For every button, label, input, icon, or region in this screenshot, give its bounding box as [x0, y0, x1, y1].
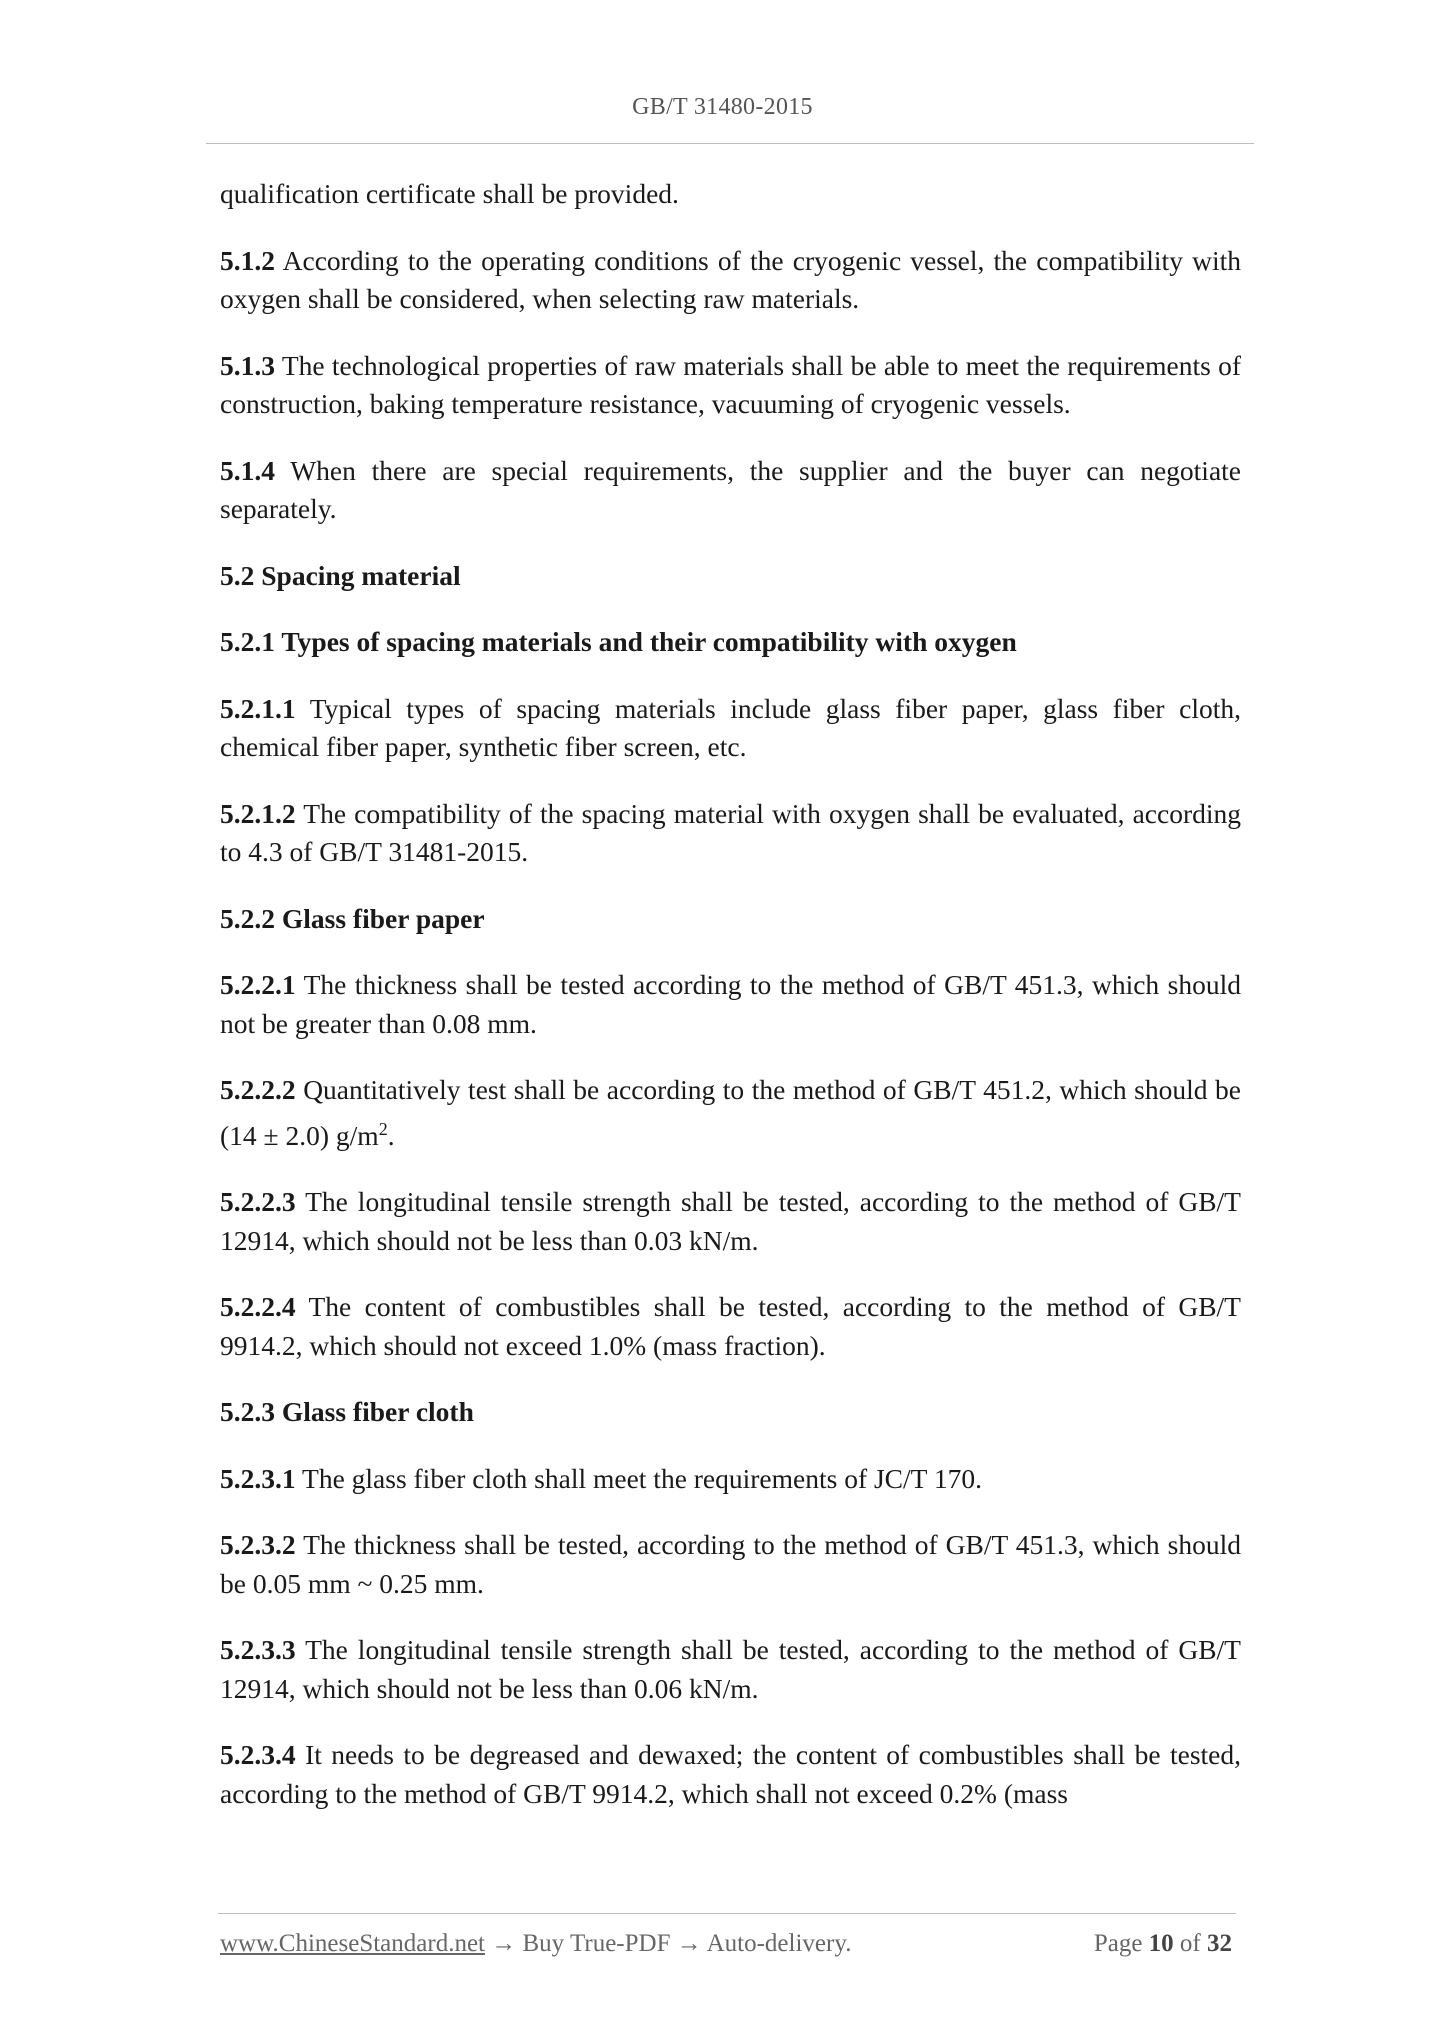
website-link[interactable]: www.ChineseStandard.net — [220, 1930, 485, 1957]
clause-text: The thickness shall be tested according to the method of GB/T 451.3, which should not be greater than 0.08 mm. — [220, 969, 1241, 1039]
clause-paragraph — [220, 690, 1241, 767]
clause-number: 5.2.3.2 — [220, 1529, 296, 1561]
section-heading: 5.2.1 Types of spacing materials and their compatibility with oxygen — [220, 626, 1017, 657]
footer-divider — [218, 1913, 1236, 1914]
clause-text-tail: . — [387, 1119, 395, 1151]
clause-number: 5.1.4 — [220, 454, 275, 486]
clause-text: According to the operating conditions of the cryogenic vessel, the compatibility with oxygen shall be considered, when selecting raw materials. — [220, 244, 1241, 314]
clause-paragraph — [220, 966, 1241, 1043]
clause-text: Quantitatively test shall be according to the method of GB/T 451.2, which should be (14 ± 2.0) g/m — [220, 1074, 1241, 1151]
clause-text: The thickness shall be tested, according to the method of GB/T 451.3, which should be 0.05 mm ~ 0.25 mm. — [220, 1529, 1241, 1599]
arrow-right-icon: → — [491, 1930, 517, 1957]
clause-paragraph — [220, 1631, 1241, 1708]
buy-true-pdf-text: Buy True-PDF — [522, 1930, 671, 1957]
superscript: 2 — [378, 1118, 388, 1139]
section-heading: 5.2.3 Glass fiber cloth — [220, 1396, 474, 1428]
clause-number: 5.2.3.3 — [220, 1634, 296, 1666]
section-heading: 5.2 Spacing material — [220, 559, 461, 591]
clause-number: 5.2.1.2 — [220, 797, 296, 829]
arrow-right-icon: → — [676, 1930, 702, 1957]
clause-text: The longitudinal tensile strength shall be tested, according to the method of GB/T 12914, which should not be less than 0.06 kN/m. — [220, 1634, 1241, 1704]
clause-paragraph — [220, 347, 1241, 424]
clause-paragraph — [220, 242, 1241, 319]
clause-number: 5.2.3.1 — [220, 1462, 296, 1494]
clause-number: 5.2.2.3 — [220, 1186, 296, 1218]
header-divider — [206, 143, 1254, 144]
clause-paragraph — [220, 1460, 1241, 1499]
page-label: Page — [1093, 1930, 1143, 1957]
clause-number: 5.1.3 — [220, 349, 275, 381]
clause-text: It needs to be degreased and dewaxed; the content of combustibles shall be tested, according to the method of GB/T 9914.2, which shall not exceed 0.2% (mass — [220, 1739, 1241, 1809]
clause-paragraph — [220, 1736, 1241, 1813]
document-body — [220, 175, 1241, 1841]
clause-number: 5.1.2 — [220, 244, 275, 276]
clause-paragraph — [220, 175, 1241, 214]
clause-paragraph — [220, 1183, 1241, 1260]
clause-text: Typical types of spacing materials include glass fiber paper, glass fiber cloth, chemical fiber paper, synthetic fiber screen, etc. — [220, 692, 1241, 762]
total-pages: 32 — [1207, 1930, 1232, 1957]
clause-number: 5.2.1.1 — [220, 692, 296, 724]
clause-number: 5.2.2.1 — [220, 969, 296, 1000]
clause-text: The glass fiber cloth shall meet the requirements of JC/T 170. — [302, 1462, 982, 1494]
clause-number: 5.2.3.4 — [220, 1739, 296, 1771]
clause-paragraph — [220, 1526, 1241, 1603]
section-heading: 5.2.2 Glass fiber paper — [220, 902, 485, 934]
clause-paragraph — [220, 452, 1241, 529]
page-indicator — [1094, 1930, 1232, 1958]
clause-paragraph — [220, 795, 1241, 872]
clause-number: 5.2.2.2 — [220, 1074, 296, 1105]
clause-text: The longitudinal tensile strength shall be tested, according to the method of GB/T 12914, which should not be less than 0.03 kN/m. — [220, 1186, 1241, 1256]
page-number: 10 — [1148, 1930, 1174, 1957]
clause-text: When there are special requirements, the supplier and the buyer can negotiate separately. — [220, 454, 1241, 524]
clause-number: 5.2.2.4 — [220, 1291, 296, 1323]
clause-text: The content of combustibles shall be tested, according to the method of GB/T 9914.2, which should not exceed 1.0% (mass fraction). — [220, 1291, 1241, 1361]
clause-paragraph — [220, 1071, 1241, 1155]
footer-promo — [220, 1930, 851, 1958]
clause-text: The compatibility of the spacing material with oxygen shall be evaluated, according to 4.3 of GB/T 31481-2015. — [220, 797, 1241, 867]
auto-delivery-text: Auto-delivery. — [706, 1930, 852, 1957]
clause-text: The technological properties of raw materials shall be able to meet the requirements of construction, baking temperature resistance, vacuuming of cryogenic vessels. — [220, 349, 1241, 419]
clause-text: qualification certificate shall be provided. — [220, 178, 679, 209]
document-header-title: GB/T 31480-2015 — [632, 94, 813, 120]
clause-paragraph — [220, 1288, 1241, 1365]
of-label: of — [1179, 1930, 1201, 1957]
